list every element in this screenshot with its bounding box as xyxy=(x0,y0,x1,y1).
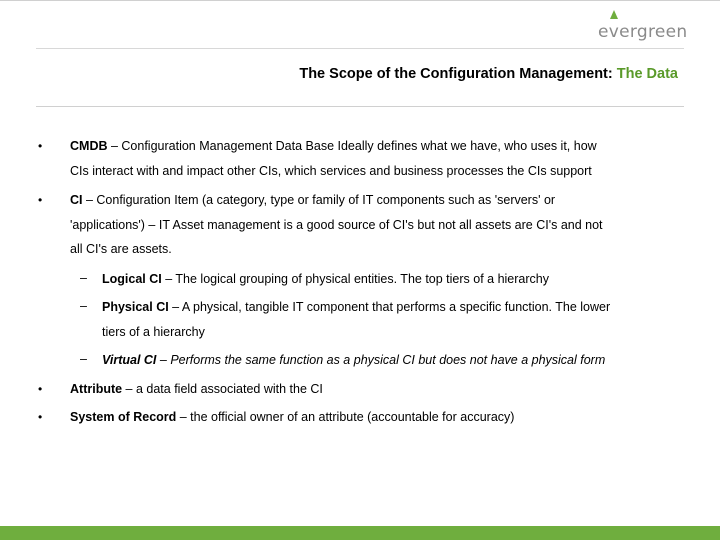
footer-band xyxy=(0,526,720,540)
virtual-ci-text-1: – Performs the same function as a physical CI but does not have a physical form xyxy=(156,353,606,367)
attribute-line-1 xyxy=(70,381,323,397)
title-accent: The Data xyxy=(616,66,678,82)
physical-ci-text-1: – A physical, tangible IT component that performs a specific function. The lower xyxy=(168,300,611,314)
logical-ci-text-1: – The logical grouping of physical entities. The top tiers of a hierarchy xyxy=(161,272,549,286)
cmdb-line-2: CIs interact with and impact other CIs, which services and business processes the CIs support xyxy=(70,164,592,178)
ci-term: CI xyxy=(70,193,83,207)
bullet-icon: • xyxy=(38,139,43,153)
logical-ci-term: Logical CI xyxy=(102,272,162,286)
bullet-icon: • xyxy=(38,382,43,396)
physical-ci-line-2: tiers of a hierarchy xyxy=(102,325,205,339)
top-rule xyxy=(0,0,720,1)
ci-text-1: – Configuration Item (a category, type or family of IT components such as 'servers' or xyxy=(82,193,556,207)
ci-line-1 xyxy=(70,192,555,208)
dash-icon: – xyxy=(80,271,87,285)
cmdb-text-1: – Configuration Management Data Base Ideally defines what we have, who uses it, how xyxy=(107,139,597,153)
physical-ci-line-1 xyxy=(102,299,610,315)
cmdb-line-1 xyxy=(70,138,597,154)
header-divider xyxy=(36,48,684,49)
virtual-ci-line-1 xyxy=(102,352,605,368)
sor-text-1: – the official owner of an attribute (accountable for accuracy) xyxy=(176,410,515,424)
dash-icon: – xyxy=(80,299,87,313)
cmdb-term: CMDB xyxy=(70,139,108,153)
title-divider xyxy=(36,106,684,107)
physical-ci-term: Physical CI xyxy=(102,300,169,314)
slide-title xyxy=(299,66,678,82)
tree-icon xyxy=(610,10,618,19)
attribute-term: Attribute xyxy=(70,382,123,396)
ci-line-3: all CI's are assets. xyxy=(70,242,172,256)
logo-text: evergreen xyxy=(598,22,688,42)
sor-line-1 xyxy=(70,409,514,425)
dash-icon: – xyxy=(80,352,87,366)
title-prefix: The Scope of the Configuration Management: xyxy=(299,66,617,82)
attribute-text-1: – a data field associated with the CI xyxy=(122,382,323,396)
evergreen-logo xyxy=(598,10,688,44)
sor-term: System of Record xyxy=(70,410,177,424)
logical-ci-line-1 xyxy=(102,271,549,287)
ci-line-2: 'applications') – IT Asset management is a good source of CI's but not all assets are CI's and not xyxy=(70,218,603,232)
virtual-ci-term: Virtual CI xyxy=(102,353,157,367)
bullet-icon: • xyxy=(38,193,43,207)
bullet-icon: • xyxy=(38,410,43,424)
